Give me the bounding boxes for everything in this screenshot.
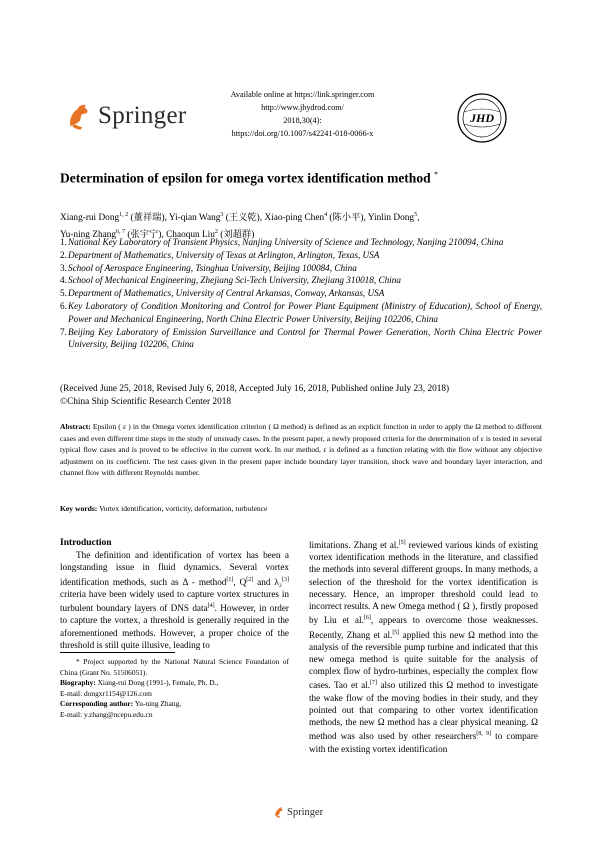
abstract-text: Epsilon ( ε ) in the Omega vortex identification criterion ( Ω method) is defined as an explicit function in order to apply the Ω method to different cases and even different time steps in the study of unsteady cases. In the present paper, a newly proposed criteria for the determination of ε is tested in several typical flow cases and is proved to be effective in the current work. In our method, ε is defined as a function relating with the flow without any objective adjustment on its coefficient. The test cases given in the present paper include boundary layer transition, shock wave and boundary layer interaction, and channel flow with different Reynolds number. xyxy=(60,422,542,478)
body-column-left xyxy=(60,537,289,651)
author-name: , Xiao-ping Chen xyxy=(259,213,325,224)
biography-label: Biography: xyxy=(60,678,96,688)
keywords-text: Vortex identification, vorticity, deformation, turbulence xyxy=(97,504,268,513)
author-affil-sup: 5 xyxy=(414,212,418,218)
affiliation-text: Beijing Key Laboratory of Emission Surveillance and Control for Thermal Power Generation, North China Electric Power University, Beijing 102206, China xyxy=(68,326,542,350)
doi-link[interactable]: https://doi.org/10.1007/s42241-018-0066-x xyxy=(231,129,374,138)
paragraph: The definition and identification of vortex has been a longstanding issue in fluid dynamics. Several vortex identification methods, such as Δ - method[1], Q[2] and λ₂[3] criteria have been widely used to capture vortex structures in turbulent boundary layers of DNS data[4]. However, in order to capture the vortex, a threshold is generally required in the aforementioned methods. However, a proper choice of the threshold is still quite illusive, leading to xyxy=(60,550,289,650)
volume-info: 2018,30(4): xyxy=(283,116,322,125)
biography-email[interactable]: E-mail: dongxr1154@126.com xyxy=(60,688,152,698)
footnote-divider xyxy=(60,652,175,653)
affiliation-number: 1. xyxy=(60,237,67,247)
springer-logo xyxy=(62,96,192,136)
seal-text: JHD xyxy=(470,111,494,125)
paper-title xyxy=(60,170,438,187)
citation-ref[interactable]: [3] xyxy=(281,576,289,583)
author-separator: , xyxy=(417,213,420,224)
author-affil-sup: 4 xyxy=(324,212,328,218)
citation-ref[interactable]: [8, 9] xyxy=(476,731,492,738)
author-name: Yu-ning Zhang xyxy=(60,229,117,240)
affiliation-text: School of Mechanical Engineering, Zhejiang Sci-Tech University, Zhejiang 310018, China xyxy=(68,275,401,286)
citation-ref[interactable]: [6] xyxy=(363,615,371,622)
springer-horse-icon xyxy=(62,99,96,133)
author-affil-sup: 3 xyxy=(220,212,224,218)
affiliation-item xyxy=(60,236,542,249)
author-affil-sup: 1, 2 xyxy=(119,212,129,218)
author-chinese-name: (张宇宁) xyxy=(125,229,162,240)
affiliation-text: National Key Laboratory of Transient Physics, Nanjing University of Science and Technology, Nanjing 210094, China xyxy=(68,237,504,247)
keywords xyxy=(60,503,542,514)
corresponding-author: Corresponding author: Yu-ning Zhang, xyxy=(60,699,182,709)
body-column-right xyxy=(309,537,538,755)
affiliation-item xyxy=(60,262,542,275)
title-text: Determination of epsilon for omega vortex identification method xyxy=(60,170,431,186)
author-affil-sup: 6, 7 xyxy=(116,228,126,235)
affiliation-number: 7. xyxy=(60,326,67,337)
author-name: Xiang-rui Dong xyxy=(60,213,120,224)
journal-seal-logo xyxy=(456,92,508,144)
title-footnote-mark: * xyxy=(433,170,438,179)
funding-note: * Project supported by the National Natural Science Foundation of China (Grant No. 51506051). xyxy=(60,657,289,677)
citation-ref[interactable]: [2] xyxy=(246,576,254,583)
author-name: , Chaoqun Liu xyxy=(161,229,215,240)
affiliation-number: 4. xyxy=(60,275,67,286)
abstract xyxy=(60,421,542,479)
citation-ref[interactable]: [4] xyxy=(207,603,215,610)
author-name: , Yi-qian Wang xyxy=(164,213,221,224)
citation-ref[interactable]: [1] xyxy=(226,576,234,583)
affiliation-item xyxy=(60,274,542,287)
affiliation-item xyxy=(60,249,542,262)
affiliation-item xyxy=(60,300,542,326)
publication-info xyxy=(215,88,390,140)
springer-wordmark: Springer xyxy=(98,102,187,129)
citation-ref[interactable]: [5] xyxy=(392,629,400,636)
affiliation-text: Key Laboratory of Condition Monitoring and Control for Power Plant Equipment (Ministry of Education), School of Energy, Power and Mechanical Engineering, North China Electric Power University, Beijing 102206, China xyxy=(68,300,542,324)
affiliation-number: 2. xyxy=(60,249,67,260)
footnote xyxy=(60,657,289,721)
author-chinese-name: (刘超群) xyxy=(217,229,255,240)
springer-horse-icon xyxy=(272,805,286,819)
affiliation-text: School of Aerospace Engineering, Tsinghua University, Beijing 100084, China xyxy=(68,262,357,273)
affiliation-number: 6. xyxy=(60,300,67,311)
affiliation-item xyxy=(60,287,542,300)
footer-wordmark: Springer xyxy=(287,806,324,818)
citation-ref[interactable]: [5] xyxy=(398,540,406,546)
footer-springer-logo xyxy=(272,804,332,820)
author-chinese-name: (陈小平) xyxy=(327,213,364,224)
citation-ref[interactable]: [7] xyxy=(370,680,378,687)
corresponding-email[interactable]: E-mail: y.zhang@ncepu.edu.cn xyxy=(60,709,153,719)
section-heading: Introduction xyxy=(60,538,112,548)
dates-text: (Received June 25, 2018, Revised July 6, 2018, Accepted July 16, 2018, Published online July 23, 2018) xyxy=(60,384,450,394)
available-online-text: Available online at https://link.springer.com xyxy=(230,90,375,99)
journal-url[interactable]: http://www.jhydrod.com/ xyxy=(261,103,344,112)
author-chinese-name: (董祥瑞) xyxy=(128,213,165,224)
affiliation-list xyxy=(60,236,542,351)
affiliation-text: Department of Mathematics, University of Texas at Arlington, Arlington, Texas, USA xyxy=(68,249,380,260)
affiliation-number: 3. xyxy=(60,262,67,273)
keywords-label: Key words: xyxy=(60,504,98,513)
abstract-label: Abstract: xyxy=(60,422,91,431)
corresponding-label: Corresponding author: xyxy=(60,699,134,709)
biography: Biography: Xiang-rui Dong (1991-), Female, Ph. D., xyxy=(60,678,219,688)
affiliation-number: 5. xyxy=(60,288,67,299)
paragraph: limitations. Zhang et al.[5] reviewed various kinds of existing vortex identification methods in the literature, and classified the methods into several different groups. In many methods, a selection of the threshold for the vortex identification is necessary. Hence, an improper threshold could lead to incorrect results. A new Omega method ( Ω ), firstly proposed by Liu et al.[6], appears to overcome those weaknesses. Recently, Zhang et al.[5] applied this new Ω method into the analysis of the reversible pump turbine and indicated that this new omega method is quite suitable for the analysis of complex flow of hydro-turbines, especially the complex flow cases. Tao et al.[7] also utilized this Ω method to investigate the wake flow of the moving bodies in their study, and they pointed out that comparing to other vortex identification methods, the new Ω method has a clear physical meaning. Ω method was also used by other researchers[8, 9] to compare with the existing vortex identification xyxy=(309,540,538,754)
author-chinese-name: (王义乾) xyxy=(223,213,260,224)
article-dates xyxy=(60,383,542,409)
affiliation-text: Department of Mathematics, University of Central Arkansas, Conway, Arkansas, USA xyxy=(68,288,385,299)
copyright-text: ©China Ship Scientific Research Center 2018 xyxy=(60,397,232,407)
author-affil-sup: 2 xyxy=(214,228,218,235)
affiliation-item xyxy=(60,326,542,352)
author-name: , Yinlin Dong xyxy=(363,213,415,224)
